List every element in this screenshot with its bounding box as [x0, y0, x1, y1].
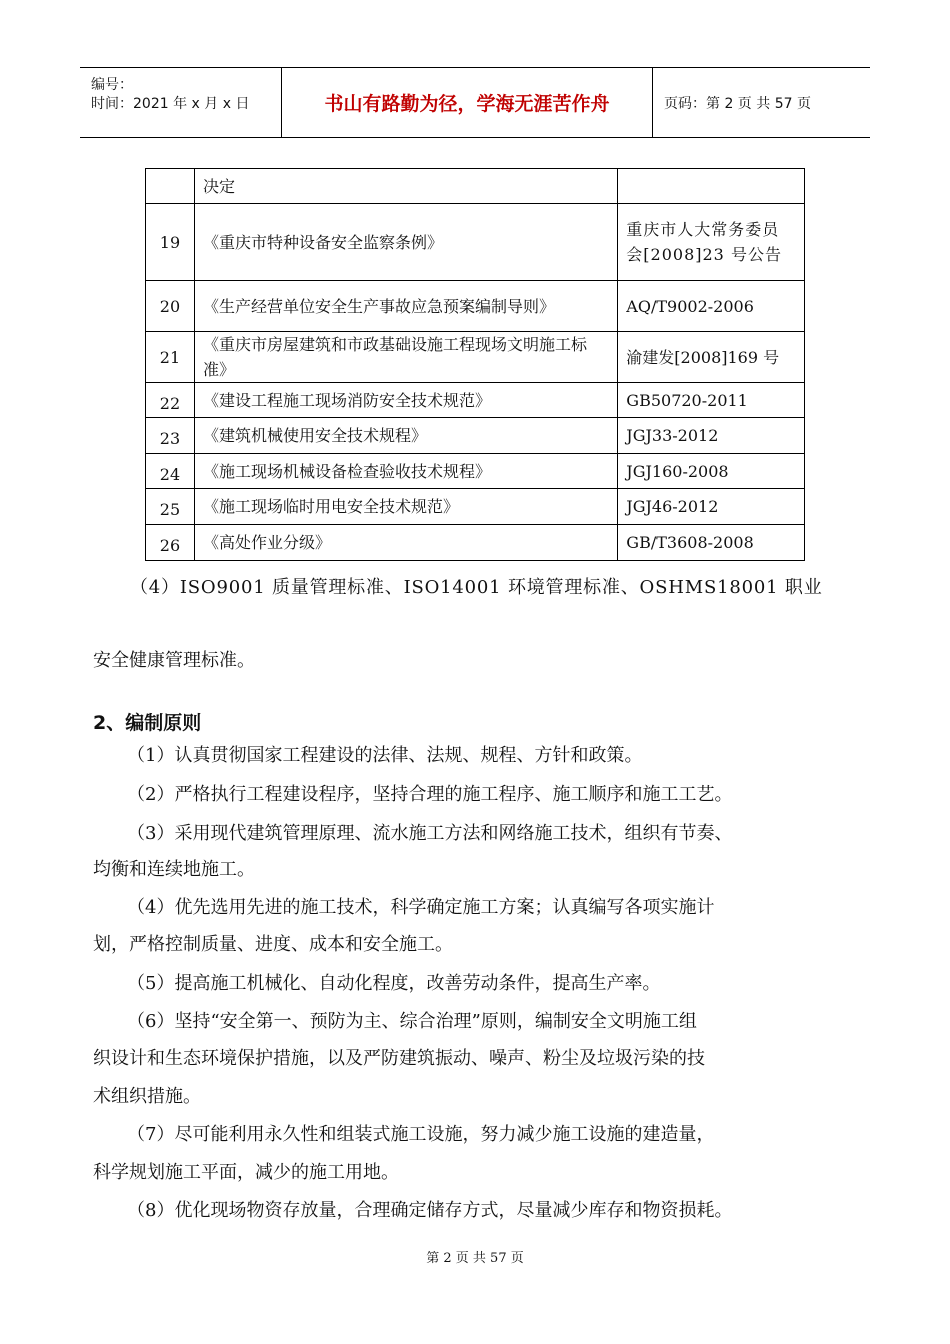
iso-standards-line2: 安全健康管理标准。	[93, 650, 255, 671]
table-row	[146, 525, 805, 561]
row-number: 19	[146, 204, 195, 281]
principle-8: （8）优化现场物资存放量，合理确定储存方式，尽量减少库存和物资损耗。	[127, 1200, 733, 1221]
header-meta	[80, 68, 282, 137]
page-footer: 第 2 页 共 57 页	[426, 1251, 524, 1266]
principle-3-line2: 均衡和连续地施工。	[93, 859, 255, 880]
principle-6-line2: 织设计和生态环境保护措施，以及严防建筑振动、噪声、粉尘及垃圾污染的技	[93, 1048, 705, 1069]
principle-5: （5）提高施工机械化、自动化程度，改善劳动条件，提高生产率。	[127, 973, 661, 994]
regulation-name: 《建筑机械使用安全技术规程》	[194, 418, 617, 454]
regulation-name: 《生产经营单位安全生产事故应急预案编制导则》	[194, 281, 617, 332]
principle-6-line3: 术组织措施。	[93, 1086, 201, 1107]
table-row	[146, 418, 805, 454]
principle-7-line2: 科学规划施工平面，减少的施工用地。	[93, 1162, 399, 1183]
row-number: 26	[146, 525, 195, 561]
regulation-code: GB/T3608-2008	[618, 525, 805, 561]
principle-6-line1: （6）坚持“安全第一、预防为主、综合治理”原则，编制安全文明施工组	[127, 1011, 697, 1032]
table-row	[146, 169, 805, 204]
regulation-code: AQ/T9002-2006	[618, 281, 805, 332]
table-row	[146, 383, 805, 418]
row-number: 24	[146, 454, 195, 489]
principle-2: （2）严格执行工程建设程序，坚持合理的施工程序、施工顺序和施工工艺。	[127, 784, 733, 805]
regulation-code: JGJ46-2012	[618, 489, 805, 525]
regulation-name: 《重庆市房屋建筑和市政基础设施工程现场文明施工标准》	[194, 332, 617, 383]
regulation-code: 重庆市人大常务委员会[2008]23 号公告	[618, 204, 805, 281]
header-motto: 书山有路勤为径，学海无涯苦作舟	[282, 68, 653, 137]
regulation-name: 《重庆市特种设备安全监察条例》	[194, 204, 617, 281]
regulations-table	[145, 168, 805, 561]
principle-7-line1: （7）尽可能利用永久性和组装式施工设施，努力减少施工设施的建造量，	[127, 1124, 715, 1145]
regulation-code: GB50720-2011	[618, 383, 805, 418]
regulation-code	[618, 169, 805, 204]
header-page-info: 页码：第 2 页 共 57 页	[664, 95, 811, 112]
row-number: 21	[146, 332, 195, 383]
row-number: 23	[146, 418, 195, 454]
regulation-name: 《建设工程施工现场消防安全技术规范》	[194, 383, 617, 418]
row-number: 22	[146, 383, 195, 418]
regulation-name: 《施工现场机械设备检查验收技术规程》	[194, 454, 617, 489]
table-row	[146, 454, 805, 489]
regulation-code: JGJ33-2012	[618, 418, 805, 454]
regulation-code: JGJ160-2008	[618, 454, 805, 489]
table-row	[146, 489, 805, 525]
regulation-name: 《施工现场临时用电安全技术规范》	[194, 489, 617, 525]
principle-4-line2: 划，严格控制质量、进度、成本和安全施工。	[93, 934, 453, 955]
table-row	[146, 332, 805, 383]
principle-1: （1）认真贯彻国家工程建设的法律、法规、规程、方针和政策。	[127, 745, 643, 766]
row-number: 20	[146, 281, 195, 332]
date-label: 时间：2021 年 x 月 x 日	[91, 96, 250, 112]
row-number: 25	[146, 489, 195, 525]
regulation-name: 决定	[194, 169, 617, 204]
regulation-code: 渝建发[2008]169 号	[618, 332, 805, 383]
table-row	[146, 204, 805, 281]
row-number	[146, 169, 195, 204]
iso-standards-line1: （4）ISO9001 质量管理标准、ISO14001 环境管理标准、OSHMS18001 职业	[130, 577, 823, 598]
principle-3-line1: （3）采用现代建筑管理原理、流水施工方法和网络施工技术，组织有节奏、	[127, 823, 733, 844]
table-row	[146, 281, 805, 332]
doc-number-label: 编号：	[91, 77, 133, 93]
page-header	[80, 67, 870, 138]
regulation-name: 《高处作业分级》	[194, 525, 617, 561]
principle-4-line1: （4）优先选用先进的施工技术，科学确定施工方案；认真编写各项实施计	[127, 897, 715, 918]
section-title: 2、编制原则	[93, 712, 202, 734]
